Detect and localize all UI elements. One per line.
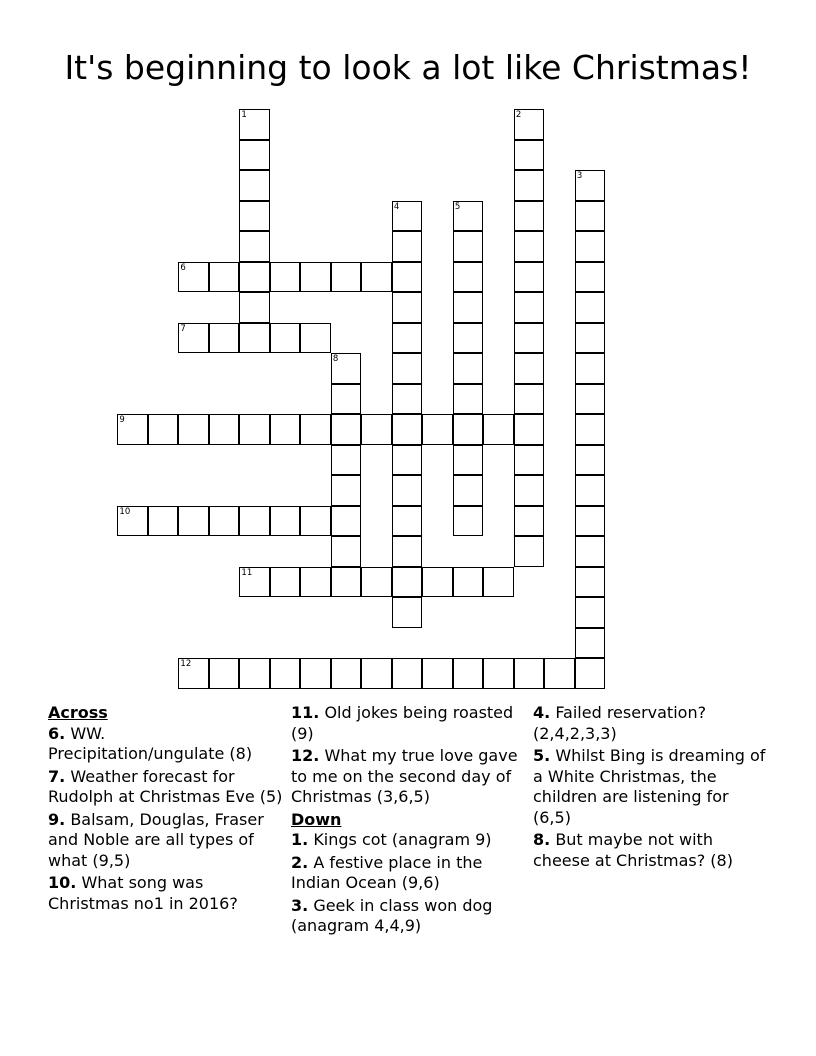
clue-text: What song was Christmas no1 in 2016? <box>48 873 238 913</box>
grid-cell[interactable] <box>117 506 148 537</box>
grid-cell[interactable] <box>209 262 240 293</box>
grid-cell[interactable] <box>331 658 362 689</box>
grid-cell[interactable] <box>361 262 392 293</box>
grid-cell[interactable] <box>575 201 606 232</box>
clue-text: Failed reservation? (2,4,2,3,3) <box>533 703 707 743</box>
grid-cell[interactable] <box>178 506 209 537</box>
grid-cell[interactable] <box>575 353 606 384</box>
grid-cell[interactable] <box>178 323 209 354</box>
grid-cell[interactable] <box>392 201 423 232</box>
grid-cell[interactable] <box>514 414 545 445</box>
clue-text: Weather forecast for Rudolph at Christmas Eve (5) <box>48 766 283 806</box>
grid-cell[interactable] <box>331 536 362 567</box>
grid-cell[interactable] <box>239 323 270 354</box>
grid-cell[interactable] <box>331 445 362 476</box>
grid-cell[interactable] <box>422 414 453 445</box>
grid-cell[interactable] <box>270 567 301 598</box>
grid-cell[interactable] <box>483 658 514 689</box>
clue-text: Geek in class won dog (anagram 4,4,9) <box>291 895 493 935</box>
grid-cell[interactable] <box>239 292 270 323</box>
grid-cell[interactable] <box>392 262 423 293</box>
clue-text: Balsam, Douglas, Fraser and Noble are all types of what (9,5) <box>48 809 264 870</box>
cell-number: 4 <box>393 201 400 212</box>
grid-cell[interactable] <box>178 658 209 689</box>
clue-text: A festive place in the Indian Ocean (9,6) <box>291 852 483 892</box>
grid-cell[interactable] <box>331 506 362 537</box>
grid-cell[interactable] <box>270 323 301 354</box>
cell-number: 9 <box>119 415 125 426</box>
grid-cell[interactable] <box>514 536 545 567</box>
grid-cell[interactable] <box>544 658 575 689</box>
grid-cell[interactable] <box>209 506 240 537</box>
grid-cell[interactable] <box>239 262 270 293</box>
grid-cell[interactable] <box>575 323 606 354</box>
page-title: It's beginning to look a lot like Christmas! <box>64 48 752 87</box>
grid-cell[interactable] <box>514 201 545 232</box>
cell-number: 12 <box>180 659 192 670</box>
grid-cell[interactable] <box>148 414 179 445</box>
cell-number: 10 <box>119 506 131 517</box>
clue-text: Whilst Bing is dreaming of a White Christmas, the children are listening for (6,5) <box>533 746 766 827</box>
grid-cell[interactable] <box>483 414 514 445</box>
grid-cell[interactable] <box>178 414 209 445</box>
grid-cell[interactable] <box>148 506 179 537</box>
grid-cell[interactable] <box>331 353 362 384</box>
down-clue-8 <box>533 830 769 871</box>
grid-cell[interactable] <box>331 475 362 506</box>
grid-cell[interactable] <box>331 414 362 445</box>
down-clue-1 <box>291 830 527 851</box>
clue-number: 3. <box>291 895 309 915</box>
grid-cell[interactable] <box>239 658 270 689</box>
across-clue-12 <box>291 746 527 808</box>
clues-column-2 <box>291 703 527 939</box>
cell-number: 3 <box>576 171 583 182</box>
grid-cell[interactable] <box>453 292 484 323</box>
clue-text: WW. Precipitation/ungulate (8) <box>48 723 253 763</box>
grid-cell[interactable] <box>300 262 331 293</box>
grid-cell[interactable] <box>392 323 423 354</box>
grid-cell[interactable] <box>514 323 545 354</box>
grid-cell[interactable] <box>483 567 514 598</box>
grid-cell[interactable] <box>514 140 545 171</box>
down-clue-4 <box>533 703 769 744</box>
grid-cell[interactable] <box>575 231 606 262</box>
clue-text: Kings cot (anagram 9) <box>313 830 492 849</box>
clue-text: But maybe not with cheese at Christmas? (8) <box>533 830 733 870</box>
grid-cell[interactable] <box>575 628 606 659</box>
down-clue-3 <box>291 896 527 937</box>
clue-number: 9. <box>48 809 66 829</box>
across-clue-9 <box>48 810 284 872</box>
grid-cell[interactable] <box>331 384 362 415</box>
grid-cell[interactable] <box>361 658 392 689</box>
across-heading: Across <box>48 703 108 722</box>
grid-cell[interactable] <box>361 567 392 598</box>
grid-cell[interactable] <box>392 445 423 476</box>
grid-cell[interactable] <box>514 292 545 323</box>
grid-cell[interactable] <box>453 323 484 354</box>
grid-cell[interactable] <box>453 658 484 689</box>
grid-cell[interactable] <box>270 414 301 445</box>
grid-cell[interactable] <box>239 170 270 201</box>
grid-cell[interactable] <box>514 231 545 262</box>
grid-cell[interactable] <box>514 109 545 140</box>
grid-cell[interactable] <box>117 414 148 445</box>
clue-number: 4. <box>533 703 551 722</box>
grid-cell[interactable] <box>453 262 484 293</box>
grid-cell[interactable] <box>239 231 270 262</box>
grid-cell[interactable] <box>239 109 270 140</box>
grid-cell[interactable] <box>514 506 545 537</box>
cell-number: 2 <box>515 110 522 121</box>
grid-cell[interactable] <box>331 567 362 598</box>
grid-cell[interactable] <box>300 506 331 537</box>
grid-cell[interactable] <box>514 658 545 689</box>
grid-cell[interactable] <box>209 658 240 689</box>
grid-cell[interactable] <box>514 384 545 415</box>
grid-cell[interactable] <box>392 292 423 323</box>
grid-cell[interactable] <box>392 475 423 506</box>
grid-cell[interactable] <box>453 353 484 384</box>
grid-cell[interactable] <box>392 231 423 262</box>
grid-cell[interactable] <box>575 475 606 506</box>
grid-cell[interactable] <box>575 384 606 415</box>
grid-cell[interactable] <box>392 414 423 445</box>
cell-number: 5 <box>454 201 461 212</box>
grid-cell[interactable] <box>453 506 484 537</box>
down-clue-5 <box>533 746 769 828</box>
grid-cell[interactable] <box>239 201 270 232</box>
clue-text: What my true love gave to me on the second day of Christmas (3,6,5) <box>291 746 518 806</box>
clues-column-1 <box>48 703 284 916</box>
across-clue-7 <box>48 767 284 808</box>
grid-cell[interactable] <box>178 262 209 293</box>
grid-cell[interactable] <box>575 567 606 598</box>
grid-cell[interactable] <box>514 262 545 293</box>
grid-cell[interactable] <box>575 506 606 537</box>
grid-cell[interactable] <box>514 353 545 384</box>
grid-cell[interactable] <box>209 414 240 445</box>
grid-cell[interactable] <box>575 170 606 201</box>
grid-cell[interactable] <box>239 506 270 537</box>
grid-cell[interactable] <box>239 567 270 598</box>
grid-cell[interactable] <box>453 475 484 506</box>
grid-cell[interactable] <box>392 353 423 384</box>
grid-cell[interactable] <box>270 506 301 537</box>
grid-cell[interactable] <box>575 445 606 476</box>
grid-cell[interactable] <box>453 384 484 415</box>
cell-number: 6 <box>180 262 186 273</box>
grid-cell[interactable] <box>575 414 606 445</box>
grid-cell[interactable] <box>514 170 545 201</box>
grid-cell[interactable] <box>575 597 606 628</box>
grid-cell[interactable] <box>270 262 301 293</box>
grid-cell[interactable] <box>392 536 423 567</box>
clue-number: 8. <box>533 830 551 849</box>
grid-cell[interactable] <box>575 292 606 323</box>
grid-cell[interactable] <box>453 414 484 445</box>
down-clue-2 <box>291 853 527 894</box>
grid-cell[interactable] <box>422 658 453 689</box>
grid-cell[interactable] <box>331 262 362 293</box>
cell-number: 7 <box>180 323 186 334</box>
grid-cell[interactable] <box>239 414 270 445</box>
cell-number: 1 <box>241 110 247 121</box>
clues-column-3 <box>533 703 769 873</box>
grid-cell[interactable] <box>453 445 484 476</box>
across-clue-11 <box>291 703 527 744</box>
grid-cell[interactable] <box>392 506 423 537</box>
grid-cell[interactable] <box>392 597 423 628</box>
grid-cell[interactable] <box>361 414 392 445</box>
grid-cell[interactable] <box>270 658 301 689</box>
grid-cell[interactable] <box>575 658 606 689</box>
grid-cell[interactable] <box>453 201 484 232</box>
grid-cell[interactable] <box>453 567 484 598</box>
grid-cell[interactable] <box>300 414 331 445</box>
down-heading: Down <box>291 809 342 829</box>
clue-number: 1. <box>291 830 309 849</box>
across-clue-10 <box>48 873 284 914</box>
grid-cell[interactable] <box>422 567 453 598</box>
across-clue-6 <box>48 724 284 765</box>
clue-number: 5. <box>533 746 551 765</box>
clue-number: 7. <box>48 766 66 786</box>
grid-cell[interactable] <box>300 658 331 689</box>
grid-cell[interactable] <box>392 658 423 689</box>
clue-number: 11. <box>291 703 320 722</box>
clue-text: Old jokes being roasted (9) <box>291 703 514 743</box>
grid-cell[interactable] <box>575 536 606 567</box>
clue-number: 6. <box>48 723 66 743</box>
grid-cell[interactable] <box>239 140 270 171</box>
grid-cell[interactable] <box>453 231 484 262</box>
clue-number: 12. <box>291 746 320 765</box>
clue-number: 10. <box>48 873 77 892</box>
cell-number: 8 <box>332 354 339 365</box>
grid-cell[interactable] <box>514 475 545 506</box>
cell-number: 11 <box>241 567 253 578</box>
grid-cell[interactable] <box>300 567 331 598</box>
grid-cell[interactable] <box>300 323 331 354</box>
grid-cell[interactable] <box>514 445 545 476</box>
grid-cell[interactable] <box>575 262 606 293</box>
grid-cell[interactable] <box>392 384 423 415</box>
clue-number: 2. <box>291 852 309 872</box>
grid-cell[interactable] <box>209 323 240 354</box>
grid-cell[interactable] <box>392 567 423 598</box>
